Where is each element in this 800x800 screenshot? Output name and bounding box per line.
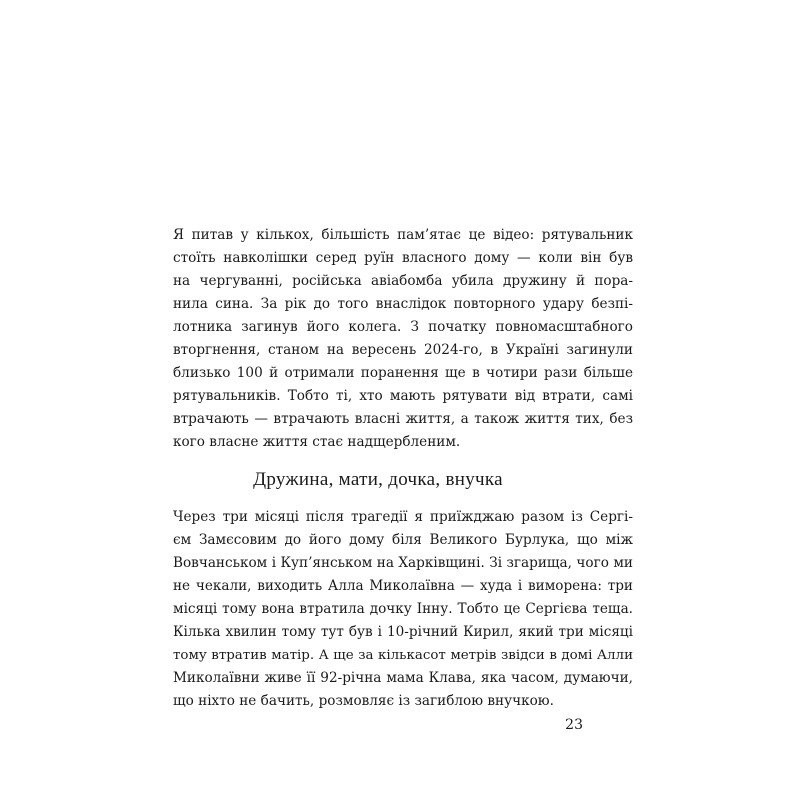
body-paragraph [173,506,633,713]
text-line: тому втратив матір. А ще за кількасот метрів звідси в домі Алли [173,648,633,663]
text-line: близько 100 й отримали поранення ще в чотири рази більше [173,365,633,381]
text-line: нила сина. За рік до того внаслідок повторного удару безпі- [173,296,633,312]
text-line: втрачають — втрачають власні життя, а також життя тих, без [173,411,633,427]
text-line: Вовчанськом і Куп’янськом на Харківщині. Зі згарища, чого ми [173,555,633,571]
text-line: не чекали, виходить Алла Миколаївна — худа і виморена: три [173,578,633,594]
text-line: на чергуванні, російська авіабомба убила дружину й пора- [173,273,633,289]
text-line: вторгнення, станом на вересень 2024-го, в Україні загинули [173,342,633,358]
text-line: лотника загинув його колега. З початку повномасштабного [173,319,633,335]
body-paragraph [173,224,633,454]
text-line: Через три місяці після трагедії я приїжджаю разом із Сергі- [173,509,633,525]
text-line: стоїть навколішки серед руїн власного дому — коли він був [173,250,633,266]
text-line: Кілька хвилин тому тут був і 10-річний Кирил, який три місяці [173,624,633,640]
page-number: 23 [565,717,583,733]
section-heading: Дружина, мати, дочка, внучка [253,469,503,490]
text-line: що ніхто не бачить, розмовляє із загиблою внучкою. [173,693,554,709]
text-line: місяці тому вона втратила дочку Інну. Тобто це Сергієва теща. [173,601,633,617]
text-line: Я питав у кількох, більшість пам’ятає це відео: рятувальник [173,227,633,243]
text-line: Миколаївни живе її 92-річна мама Клава, яка часом, думаючи, [173,670,633,686]
text-line: рятувальників. Тобто ті, хто мають рятувати від втрати, самі [173,388,633,404]
text-line: єм Замєсовим до його дому біля Великого Бурлука, що між [173,532,633,548]
text-line: кого власне життя стає надщербленим. [173,434,461,450]
